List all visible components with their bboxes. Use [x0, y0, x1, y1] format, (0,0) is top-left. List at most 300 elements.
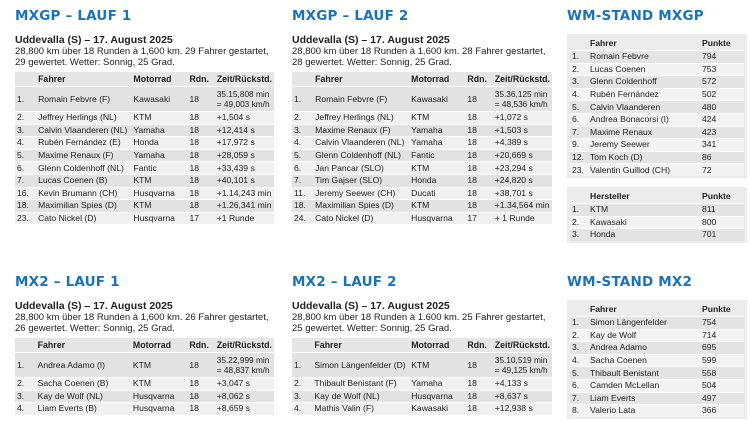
cell-time	[215, 124, 274, 137]
col-pos	[292, 338, 312, 353]
cell-points: 424	[700, 113, 744, 126]
standings-row	[570, 164, 744, 176]
cell-position: 2.	[292, 112, 313, 125]
cell-position: 1.	[570, 317, 588, 330]
speed-value: = 49,125 km/h	[494, 365, 548, 375]
table-row	[292, 187, 552, 200]
cell-motorcycle: Fantic	[409, 149, 465, 162]
cell-position: 23.	[570, 164, 588, 176]
section-title: MXGP – LAUF 1	[15, 8, 132, 24]
cell-name: Romain Febvre	[588, 51, 700, 64]
cell-time	[215, 353, 274, 378]
cell-laps: 18	[465, 174, 492, 187]
cell-position: 2.	[292, 378, 312, 391]
table-row	[292, 149, 552, 162]
cell-points: 572	[700, 76, 744, 89]
cell-motorcycle: Fantic	[131, 162, 187, 175]
time-value: +1,072 s	[494, 112, 528, 123]
cell-rider: Glenn Coldenhoff (NL)	[313, 149, 409, 162]
cell-motorcycle: KTM	[131, 353, 187, 378]
col-rider: Fahrer	[590, 304, 617, 314]
cell-time	[493, 403, 552, 415]
cell-motorcycle: Husqvarna	[409, 390, 465, 403]
time-value: +12,414 s	[216, 124, 255, 135]
cell-points: 754	[700, 317, 744, 330]
time-value: + 1 Runde	[494, 213, 535, 224]
cell-rider: Kay de Wolf (NL)	[36, 390, 131, 403]
time-value: +3,047 s	[216, 378, 250, 389]
cell-name: Lucas Coenen	[588, 63, 700, 76]
cell-motorcycle: KTM	[131, 200, 187, 213]
standings-row	[570, 151, 744, 164]
time-value: +1,504 s	[216, 112, 250, 123]
cell-laps: 18	[187, 174, 214, 187]
time-value: +20,669 s	[494, 150, 533, 161]
table-row	[292, 212, 552, 224]
col-points: Punkte	[702, 304, 731, 314]
cell-motorcycle: Kawasaki	[409, 87, 465, 112]
table-row	[15, 390, 274, 403]
col-time: Zeit/Rückstd.	[493, 338, 552, 353]
standings-row	[570, 342, 744, 355]
col-bike: Motorrad	[131, 72, 187, 87]
results-table	[292, 72, 552, 224]
cell-time	[493, 87, 552, 112]
cell-position: 7.	[292, 174, 313, 187]
cell-rider: Simon Längenfelder (D)	[312, 353, 409, 378]
cell-points: 341	[700, 139, 744, 152]
cell-laps: 18	[465, 403, 492, 415]
cell-position: 16.	[15, 187, 36, 200]
cell-points: 497	[700, 392, 744, 405]
cell-time	[493, 149, 552, 162]
cell-name: Andrea Bonacorsi (I)	[588, 113, 700, 126]
cell-rider: Tim Gajser (SLO)	[313, 174, 409, 187]
cell-laps: 18	[465, 112, 492, 125]
cell-rider: Romain Febvre (F)	[313, 87, 409, 112]
cell-position: 23.	[15, 212, 36, 224]
standings-row	[570, 101, 744, 114]
time-value: +24,820 s	[494, 175, 533, 186]
cell-points: 86	[700, 151, 744, 164]
cell-laps: 18	[465, 87, 492, 112]
standings-row	[570, 63, 744, 76]
race-description: 28,800 km über 18 Runden à 1,600 km. 29 Fahrer gestartet, 29 gewertet. Wetter: Sonnig, 25 Grad.	[15, 46, 269, 68]
cell-motorcycle: Husqvarna	[131, 212, 187, 224]
cell-time	[215, 378, 274, 391]
table-row	[15, 212, 274, 224]
cell-points: 800	[700, 216, 744, 229]
cell-time	[215, 87, 274, 112]
col-pos	[570, 302, 588, 317]
cell-laps: 18	[465, 162, 492, 175]
mxgp-race1-section	[15, 8, 274, 224]
cell-position: 18.	[292, 200, 313, 213]
results-body	[15, 87, 274, 225]
cell-points: 480	[700, 101, 744, 114]
cell-laps: 18	[187, 390, 214, 403]
col-pos	[292, 72, 313, 87]
cell-name: Kay de Wolf	[588, 329, 700, 342]
cell-name: KTM	[588, 203, 700, 216]
cell-position: 7.	[570, 392, 588, 405]
table-row	[292, 87, 552, 112]
results-table	[15, 72, 274, 224]
time-value: 35.15,808 min	[216, 89, 270, 99]
cell-position: 3.	[570, 342, 588, 355]
cell-rider: Jeffrey Herlings (NL)	[36, 112, 131, 125]
cell-laps: 18	[187, 200, 214, 213]
cell-motorcycle: Yamaha	[409, 378, 465, 391]
cell-position: 1.	[292, 87, 313, 112]
cell-position: 9.	[570, 139, 588, 152]
race-description: 28,800 km über 18 Runden à 1.600 km. 25 Fahrer gestartet, 25 gewertet. Wetter: Sonnig, 25 Grad.	[292, 312, 546, 334]
cell-motorcycle: Yamaha	[131, 149, 187, 162]
cell-name: Glenn Coldenhoff	[588, 76, 700, 89]
event-subtitle: Uddevalla (S) – 17. August 2025	[15, 34, 173, 46]
cell-time	[215, 149, 274, 162]
time-value: +17,972 s	[216, 137, 255, 148]
standings-row	[570, 367, 744, 380]
cell-laps: 18	[187, 149, 214, 162]
cell-time	[493, 112, 552, 125]
col-rider: Fahrer	[36, 72, 131, 87]
standings-row	[570, 379, 744, 392]
col-time: Zeit/Rückstd.	[215, 72, 274, 87]
cell-motorcycle: KTM	[131, 378, 187, 391]
cell-rider: Andrea Adamo (I)	[36, 353, 131, 378]
cell-laps: 18	[187, 162, 214, 175]
cell-rider: Romain Febvre (F)	[36, 87, 131, 112]
col-rider: Fahrer	[36, 338, 131, 353]
cell-laps: 18	[187, 378, 214, 391]
table-row	[15, 378, 274, 391]
col-pos	[15, 338, 36, 353]
cell-motorcycle: Husqvarna	[409, 212, 465, 224]
speed-value: = 49,003 km/h	[216, 99, 270, 109]
section-title: WM-STAND MXGP	[567, 8, 704, 24]
cell-motorcycle: Husqvarna	[131, 403, 187, 415]
cell-time	[493, 124, 552, 137]
table-row	[292, 162, 552, 175]
cell-laps: 18	[465, 200, 492, 213]
standings-row	[570, 126, 744, 139]
col-points: Punkte	[702, 190, 731, 201]
time-value: +38,701 s	[494, 187, 533, 198]
col-pos	[570, 36, 588, 51]
cell-name: Thibault Benistant	[588, 367, 700, 380]
cell-laps: 18	[465, 353, 492, 378]
cell-time	[215, 390, 274, 403]
time-value: +1,503 s	[494, 124, 528, 135]
standings-row	[570, 139, 744, 152]
standings-row	[570, 113, 744, 126]
cell-points: 695	[700, 342, 744, 355]
cell-name: Andrea Adamo	[588, 342, 700, 355]
cell-laps: 18	[187, 137, 214, 150]
cell-position: 18.	[15, 200, 36, 213]
cell-rider: Rubén Fernández (E)	[36, 137, 131, 150]
cell-position: 1.	[15, 353, 36, 378]
standings-body	[570, 203, 744, 240]
cell-laps: 18	[465, 137, 492, 150]
cell-rider: Calvin Vlaanderen (NL)	[36, 124, 131, 137]
cell-rider: Jan Pancar (SLO)	[313, 162, 409, 175]
cell-points: 558	[700, 367, 744, 380]
col-rider: Fahrer	[590, 38, 617, 48]
cell-name: Jeremy Seewer	[588, 139, 700, 152]
cell-position: 6.	[292, 162, 313, 175]
cell-motorcycle: Honda	[131, 137, 187, 150]
col-laps: Rdn.	[187, 338, 214, 353]
section-title: WM-STAND MX2	[567, 274, 693, 290]
section-title: MXGP – LAUF 2	[292, 8, 409, 24]
standings-row	[570, 329, 744, 342]
cell-position: 5.	[570, 101, 588, 114]
cell-rider: Lucas Coenen (B)	[36, 174, 131, 187]
cell-motorcycle: Husqvarna	[131, 187, 187, 200]
cell-name: Kawasaki	[588, 216, 700, 229]
section-title: MX2 – LAUF 1	[15, 274, 120, 290]
section-title: MX2 – LAUF 2	[292, 274, 397, 290]
cell-name: Sacha Coenen	[588, 354, 700, 367]
standings-row	[570, 51, 744, 64]
cell-laps: 18	[465, 149, 492, 162]
riders-standings-box	[567, 300, 747, 419]
cell-time	[215, 112, 274, 125]
cell-time	[493, 187, 552, 200]
cell-time	[493, 137, 552, 150]
cell-position: 1.	[15, 87, 36, 112]
cell-time	[215, 187, 274, 200]
results-table	[15, 338, 274, 415]
table-row	[292, 353, 552, 378]
table-row	[292, 174, 552, 187]
cell-rider: Maximilian Spies (D)	[313, 200, 409, 213]
cell-name: Rubén Fernández	[588, 88, 700, 101]
standings-row	[570, 317, 744, 330]
cell-laps: 18	[187, 112, 214, 125]
cell-points: 599	[700, 354, 744, 367]
time-value: +1.26,341 min	[216, 200, 272, 211]
time-value: +23,294 s	[494, 162, 533, 173]
cell-name: Maxime Renaux	[588, 126, 700, 139]
cell-position: 24.	[292, 212, 313, 224]
cell-time	[215, 212, 274, 224]
cell-position: 4.	[292, 137, 313, 150]
cell-motorcycle: Husqvarna	[131, 390, 187, 403]
cell-position: 1.	[570, 51, 588, 64]
cell-time	[215, 162, 274, 175]
cell-rider: Jeffrey Herlings (NL)	[313, 112, 409, 125]
cell-name: Liam Everts	[588, 392, 700, 405]
cell-position: 4.	[570, 88, 588, 101]
manufacturers-standings-box	[567, 187, 747, 243]
results-table	[292, 338, 552, 415]
cell-rider: Maxime Renaux (F)	[36, 149, 131, 162]
cell-position: 4.	[15, 403, 36, 415]
time-value: +1.14,243 min	[216, 187, 272, 198]
cell-position: 11.	[292, 187, 313, 200]
cell-laps: 17	[465, 212, 492, 224]
cell-points: 794	[700, 51, 744, 64]
col-rider: Fahrer	[312, 338, 409, 353]
table-row	[15, 124, 274, 137]
cell-time	[215, 403, 274, 415]
cell-position: 12.	[570, 151, 588, 164]
time-value: +33,439 s	[216, 162, 255, 173]
cell-laps: 18	[187, 187, 214, 200]
time-value: 35.36,125 min	[494, 89, 548, 99]
cell-position: 4.	[292, 403, 312, 415]
cell-motorcycle: KTM	[131, 174, 187, 187]
mx2-standings-section	[567, 274, 747, 419]
table-row	[292, 124, 552, 137]
mxgp-race2-section	[292, 8, 552, 224]
cell-rider: Maximilian Spies (D)	[36, 200, 131, 213]
cell-position: 5.	[15, 149, 36, 162]
cell-rider: Maxime Renaux (F)	[313, 124, 409, 137]
cell-time	[215, 137, 274, 150]
speed-value: = 48,536 km/h	[494, 99, 548, 109]
cell-position: 3.	[570, 229, 588, 241]
cell-name: Simon Längenfelder	[588, 317, 700, 330]
time-value: +1.34,564 min	[494, 200, 550, 211]
table-row	[15, 403, 274, 415]
cell-motorcycle: Honda	[409, 174, 465, 187]
time-value: +1 Runde	[216, 213, 255, 224]
cell-rider: Jeremy Seewer (CH)	[313, 187, 409, 200]
cell-laps: 18	[187, 87, 214, 112]
cell-position: 8.	[570, 405, 588, 417]
cell-motorcycle: KTM	[409, 162, 465, 175]
cell-position: 5.	[292, 149, 313, 162]
cell-rider: Sacha Coenen (B)	[36, 378, 131, 391]
cell-name: Camden McLellan	[588, 379, 700, 392]
cell-points: 811	[700, 203, 744, 216]
cell-motorcycle: KTM	[131, 112, 187, 125]
cell-position: 6.	[570, 113, 588, 126]
time-value: +4,389 s	[494, 137, 528, 148]
cell-laps: 18	[465, 390, 492, 403]
cell-time	[493, 353, 552, 378]
standings-row	[570, 392, 744, 405]
standings-row	[570, 88, 744, 101]
cell-motorcycle: Kawasaki	[409, 403, 465, 415]
col-laps: Rdn.	[465, 72, 492, 87]
cell-motorcycle: Ducati	[409, 187, 465, 200]
cell-name: Valerio Lata	[588, 405, 700, 417]
riders-standings-table	[570, 302, 744, 417]
cell-laps: 18	[465, 124, 492, 137]
col-bike: Motorrad	[409, 338, 465, 353]
col-manufacturer: Hersteller	[590, 190, 630, 201]
cell-rider: Cato Nickel (D)	[36, 212, 131, 224]
cell-position: 3.	[570, 76, 588, 89]
standings-body	[570, 51, 744, 176]
cell-position: 3.	[15, 390, 36, 403]
cell-motorcycle: KTM	[409, 200, 465, 213]
cell-rider: Cato Nickel (D)	[313, 212, 409, 224]
race-description: 28,800 km über 18 Runden à 1.600 km. 28 Fahrer gestartet, 28 gewertet. Wetter: Sonnig, 25 Grad.	[292, 46, 546, 68]
cell-rider: Kay de Wolf (NL)	[312, 390, 409, 403]
results-body	[15, 353, 274, 415]
cell-position: 4.	[570, 354, 588, 367]
cell-time	[493, 390, 552, 403]
col-time: Zeit/Rückstd.	[215, 338, 274, 353]
cell-points: 714	[700, 329, 744, 342]
time-value: +8,062 s	[216, 390, 250, 401]
col-laps: Rdn.	[187, 72, 214, 87]
cell-time	[493, 212, 552, 224]
cell-position: 7.	[570, 126, 588, 139]
speed-value: = 48,837 km/h	[216, 365, 270, 375]
cell-position: 2.	[570, 63, 588, 76]
cell-position: 2.	[570, 216, 588, 229]
table-row	[292, 378, 552, 391]
cell-motorcycle: Yamaha	[131, 124, 187, 137]
table-row	[292, 112, 552, 125]
results-body	[292, 353, 552, 415]
col-laps: Rdn.	[465, 338, 492, 353]
cell-position: 7.	[15, 174, 36, 187]
cell-position: 2.	[15, 112, 36, 125]
cell-time	[493, 200, 552, 213]
table-row	[15, 112, 274, 125]
cell-rider: Calvin Vlaanderen (NL)	[313, 137, 409, 150]
time-value: +28,059 s	[216, 150, 255, 161]
cell-position: 6.	[570, 379, 588, 392]
cell-position: 5.	[570, 367, 588, 380]
table-row	[15, 87, 274, 112]
cell-position: 4.	[15, 137, 36, 150]
cell-name: Tom Koch (D)	[588, 151, 700, 164]
standings-row	[570, 76, 744, 89]
cell-position: 6.	[15, 162, 36, 175]
cell-points: 753	[700, 63, 744, 76]
cell-laps: 17	[187, 212, 214, 224]
cell-rider: Mathis Valin (F)	[312, 403, 409, 415]
mx2-race1-section	[15, 274, 274, 415]
time-value: +40,101 s	[216, 175, 255, 186]
cell-rider: Kevin Brumann (CH)	[36, 187, 131, 200]
event-subtitle: Uddevalla (S) – 17. August 2025	[292, 34, 450, 46]
time-value: 35.10,519 min	[494, 355, 548, 365]
table-row	[292, 403, 552, 415]
table-row	[15, 137, 274, 150]
cell-motorcycle: Kawasaki	[131, 87, 187, 112]
col-time: Zeit/Rückstd.	[493, 72, 552, 87]
table-row	[15, 187, 274, 200]
cell-position: 2.	[570, 329, 588, 342]
results-body	[292, 87, 552, 225]
cell-rider: Thibault Benistant (F)	[312, 378, 409, 391]
cell-position: 2.	[15, 378, 36, 391]
table-row	[15, 149, 274, 162]
time-value: +8,659 s	[216, 403, 250, 414]
cell-laps: 18	[465, 187, 492, 200]
mx2-race2-section	[292, 274, 552, 415]
time-value: +12,938 s	[494, 403, 533, 414]
table-row	[15, 353, 274, 378]
cell-name: Valentin Guillod (CH)	[588, 164, 700, 176]
cell-points: 701	[700, 229, 744, 241]
col-points: Punkte	[702, 38, 731, 48]
cell-position: 3.	[15, 124, 36, 137]
manufacturers-standings-table	[570, 189, 744, 241]
cell-time	[493, 174, 552, 187]
cell-points: 423	[700, 126, 744, 139]
